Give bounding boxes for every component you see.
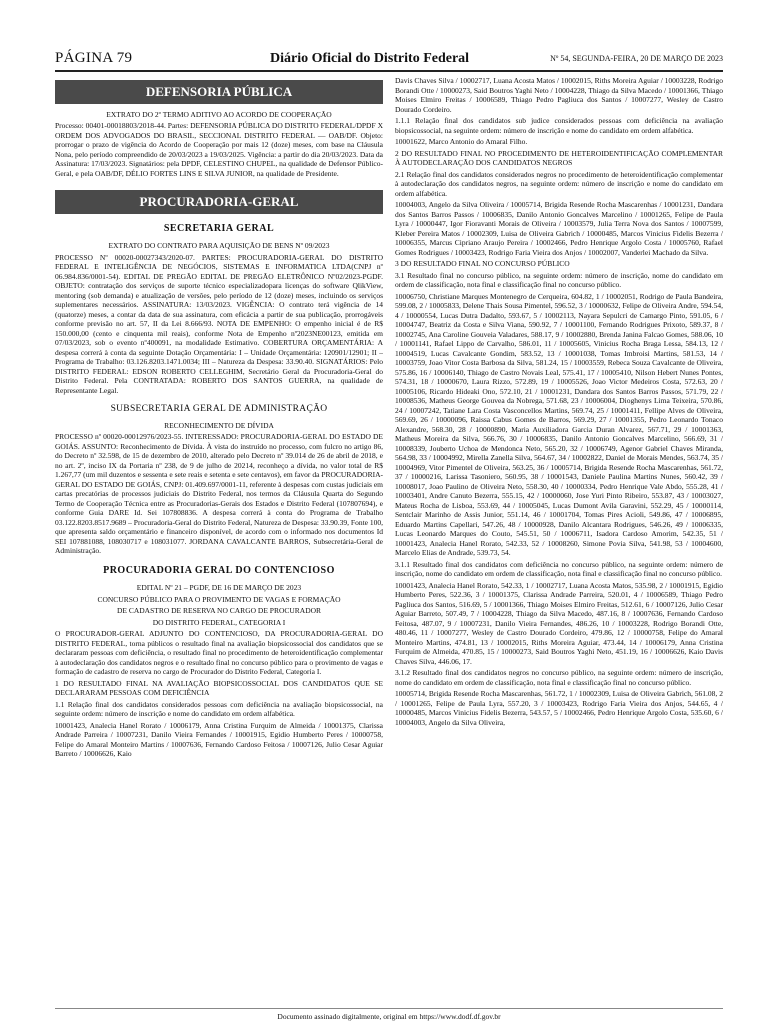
item11-text: 1.1 Relação final dos candidatos considerados pessoas com deficiência na avaliação biopsicossocial, na seguinte ordem: número de inscrição e nome do candidato em ordem alfabética.: [55, 699, 383, 718]
section-banner-procuradoria: PROCURADORIA-GERAL: [55, 190, 383, 214]
paragraph: 3.1.2 Resultado final dos candidatos negros no concurso público, na seguinte ordem: número de inscrição, nome do candidato em ordem de classificação, nota final e classificação final no concurso público.: [395, 668, 723, 687]
section-heading: 3 DO RESULTADO FINAL NO CONCURSO PÚBLICO: [395, 259, 570, 268]
edital-line: DO DISTRITO FEDERAL, CATEGORIA I: [152, 617, 286, 627]
issue-date: Nº 54, SEGUNDA-FEIRA, 20 DE MARÇO DE 2023: [550, 54, 723, 63]
edital-line: EDITAL Nº 21 – PGDF, DE 16 DE MARÇO DE 2023: [136, 583, 302, 592]
publication-title: Diário Oficial do Distrito Federal: [270, 51, 470, 66]
results-list: 10006750, Christiane Marques Montenegro de Cerqueira, 604.82, 1 / 10002051, Rodrigo de Paula Bandeira, 599.08, 2 / 10005833, Delene Thais Sousa Pimentel, 596.52, 3 / 10000632, Felipe de Oliveira Andre, 594.54, 4 / 10000554, Lucas Dutra Dadalto, 593.67, 5 / 10002113, Nayara Sepulcri de Camargo Pinto, 591.05, 6 / 10004747, Beatriz da Costa e Silva Viana, 590.92, 7 / 10001100, Fernando Rodrigues Prixoto, 589.37, 8 / 10002745, Ana Caroline Gouveia Valadares, 588.17, 9 / 10002880, Brenda Janina Falcao Gomes, 588.06, 10 / 10001141, Rafael Lippo de Carvalho, 586.01, 11 / 10005605, Vinicius Rocha Braga Lessa, 584.13, 12 / 10004519, Lucas Cavalcante Gondim, 583.52, 13 / 10001038, Tomas Imbroisi Martins, 581.53, 14 / 10003759, Joao Vitor Costa Barbosa da Silva, 581.24, 15 / 10003559, Rebeca Souza Cavalcante de Oliveira, 575.86, 16 / 10006140, Thiago de Castro Novais Leal, 575.41, 17 / 10005410, Nilson Hebert Nunes Pontes, 574.31, 18 / 10000670, Laura Rizzo, 572.89, 19 / 10005526, Joao Victor Medeiros Costa, 572.63, 20 / 10005106, Ricardo Hideaki Ono, 572.10, 21 / 10001231, Dandara dos Santos Barros Passos, 571.79, 22 / 10008536, Matheus George Gouvea da Nobrega, 571.68, 23 / 10006004, Dioghenys Lima Teixeira, 570.86, 24 / 10007242, Tatiane Lara Costa Vasconcellos Martins, 569.74, 25 / 10001411, Fellipe Alves de Oliveira, 569.69, 26 / 10000096, Raissa Cabus Gomes de Barros, 569.29, 27 / 10001355, Pedro Leonardo Tonaco Alexandre, 568.30, 28 / 10000890, Maria Auxiliadora Garcia Duran Alvarez, 567.71, 29 / 10001363, Matheus Moreira da Silva, 566.76, 30 / 10006835, Danilo Antonio Goncalves Marcelino, 566.69, 31 / 10008339, Jouberto Uchoa de Mendonca Neto, 565.20, 32 / 10006749, Agenor Gabriel Chaves Miranda, 564.98, 33 / 10004992, Mirella Zanella Silva, 564.67, 34 / 10002822, Daniel de Morais Mendes, 563.74, 35 / 10004969, Vitor Pimentel de Oliveira, 563.25, 36 / 10005714, Brigida Resende Rocha Mascarenhas, 561.72, 37 / 10000216, Larissa Tasoniero, 560.95, 38 / 10001543, Daniele Paulina Martins Nunes, 560.42, 39 / 10008017, Joao Paulino de Oliveira Neto, 558.30, 40 / 10000334, Pedro Henrique Vale Abdo, 555.28, 41 / 10003401, Andre Canuto Bezerra, 555.15, 42 / 10000060, Jose Yuri Pinto Ribeiro, 553.87, 43 / 10003027, Mateus Rocha de Lisboa, 553.69, 44 / 10005045, Lucas Dumont Avila Garavini, 552.29, 45 / 10000114, Sentclair Marinho de Assis Junior, 551.14, 46 / 10001704, Tomas Pires Acioli, 549.86, 47 / 10006895, Eduardo Martins Capellari, 547.26, 48 / 10000928, Danilo Alcantara Rodrigues, 546.26, 49 / 10006335, Lucas Leonardo Marques do Couto, 545.51, 50 / 10006711, Isadora Cardoso Amorim, 542.35, 51 / 10001423, Analecia Hanel Rorato, 542.33, 52 / 10008260, Simone Povia Silva, 541.98, 53 / 10004600, Marcelo Elias de Andrade, 539.73, 54.: [395, 291, 723, 557]
footer-text: Documento assinado digitalmente, original em https://www.dodf.df.gov.br: [277, 1012, 501, 1021]
edital-body: O PROCURADOR-GERAL ADJUNTO DO CONTENCIOSO, DA PROCURADORIA-GERAL DO DISTRITO FEDERAL, torna públicos o resultado final na avaliação biopsicossocial dos candidatos que se declararam pessoas com deficiência, o resultado final no procedimento de heteroidentificação complementar à autodeclaração dos candidatos negros e o resultado final no concurso público para o provimento de vagas e formação de cadastro de reserva no cargo de Procurador do Distrito Federal, Categoria I.: [55, 629, 383, 676]
page-header: [55, 50, 723, 72]
content-columns: [55, 76, 723, 1021]
section-heading: 2 DO RESULTADO FINAL NO PROCEDIMENTO DE HETEROIDENTIFICAÇÃO COMPLEMENTAR À AUTODECLARAÇÃO DOS CANDIDATOS NEGROS: [395, 148, 723, 167]
paragraph: 3.1.1 Resultado final dos candidatos com deficiência no concurso público, na seguinte ordem: número de inscrição, nome do candidato em ordem de classificação, nota final e classificação final no concurso público.: [395, 559, 723, 578]
paragraph: 1.1.1 Relação final dos candidatos sub judice considerados pessoas com deficiência na avaliação biopsicossocial, na seguinte ordem: número de inscrição e nome do candidato em ordem alfabética.: [395, 116, 723, 135]
subsecretaria-title: SUBSECRETARIA GERAL DE ADMINISTRAÇÃO: [110, 404, 328, 414]
left-column: [55, 76, 383, 1021]
reconhecimento-title: RECONHECIMENTO DE DÍVIDA: [164, 420, 274, 430]
edital-line: CONCURSO PÚBLICO PARA O PROVIMENTO DE VAGAS E FORMAÇÃO: [97, 594, 341, 604]
results-list: 10005714, Brigida Resende Rocha Mascarenhas, 561.72, 1 / 10002309, Luisa de Oliveira Gabrich, 561.08, 2 / 10001265, Felipe de Paula Lyra, 557.20, 3 / 10003423, Rodrigo Faria Vieira dos Anjos, 544.65, 4 / 10000485, Marcos Vinicius Fidelis Bezerra, 543.57, 5 / 10002466, Pedro Henrique Argolo Costa, 535.60, 6 / 10004003, Angelo da Silva Oliveira,: [395, 689, 723, 727]
secretaria-title: SECRETARIA GERAL: [163, 222, 275, 234]
defensoria-extrato-body: Processo: 00401-00018803/2018-44. Partes: DEFENSORIA PÚBLICA DO DISTRITO FEDERAL/DPDF X ORDEM DOS ADVOGADOS DO BRASIL, SECCIONAL DISTRITO FEDERAL — OAB/DF. Objeto: prorrogar o prazo de vigência do Acordo de Cooperação por mais 12 (doze) meses, com base na Cláusula Nona, pelo período compreendido de 20/03/2023 a 19/03/2025. Vigência: a partir do dia 20/03/2023. Data da Assinatura: 17/03/2023. Signatários: pela DPDF, CELESTINO CHUPEL, na qualidade de Defensor Público-Geral, e pela OAB/DF, DÉLIO FORTES LINS E SILVA JUNIOR, na qualidade de Presidente.: [55, 121, 383, 178]
edital-line: DE CADASTRO DE RESERVA NO CARGO DE PROCURADOR: [116, 606, 322, 615]
contrato-extrato-title: EXTRATO DO CONTRATO PARA AQUISIÇÃO DE BENS Nº 09/2023: [108, 241, 330, 250]
paragraph: 2.1 Relação final dos candidatos considerados negros no procedimento de heteroidentificação complementar à autodeclaração dos candidatos negros, na seguinte ordem: número de inscrição e nome do candidato em ordem alfabética.: [395, 169, 723, 198]
section-banner-defensoria: DEFENSORIA PÚBLICA: [55, 80, 383, 104]
right-column: [395, 76, 723, 1021]
page-number: PÁGINA 79: [55, 50, 133, 66]
paragraph: 10001622, Marco Antonio do Amaral Filho.: [395, 137, 528, 146]
newspaper-page: [55, 50, 723, 1021]
contrato-extrato-body: PROCESSO Nº 00020-00027343/2020-07. PARTES: PROCURADORIA-GERAL DO DISTRITO FEDERAL E INTELIGÊNCIA DE NEGÓCIOS, SISTEMAS E INFORMATICA LTDA(CNPJ nº 06.984.836/0001-54). EDITAL DE PREGÃO EDITAL DE PREGÃO ELETRÔNICO Nº02/2023-PGDF. OBJETO: contratação dos serviços de suporte técnico especializadopara licenças do software QlikView, mentoring (sob demanda) e atualização de versões, pelo período de 12 (doze) meses, incluindo os serviços suplementares necessários. ASSINATURA: 13/03/2023. VIGÊNCIA: O contrato terá vigência de 14 (quatorze) meses, a contar da data de sua assinatura, com eficácia a partir de sua publicação, prorrogáveis conforme previsão no art. 57, II da Lei 8.666/93. NOTA DE EMPENHO: O empenho inicial é de R$ 150.000,00 (cento e cinquenta mil reais), conforme Nota de Empenho nº2023NE00123, emitida em 07/03/2023, sob o evento nº400091, na modalidade Estimativo. COBERTURA ORÇAMENTÁRIA: A despesa correrá à conta da seguinte Dotação Orçamentária: I – Unidade Orçamentária: 120901/12901; II – Programa de Trabalho: 03.126.8203.1471.0034; III – Natureza da Despesa: 33.90.40. SIGNATÁRIOS: Pelo DISTRITO FEDERAL: EDSON ROBERTO CELLEGHIM, Secretário Geral da Procuradoria-Geral do Distrito Federal. Pela CONTRATADA: ROBERTO DOS SANTOS GUERRA, na qualidade de Representante Legal.: [55, 252, 383, 395]
paragraph: 3.1 Resultado final no concurso público, na seguinte ordem: número de inscrição, nome do candidato em ordem de classificação, nota final e classificação final no concurso público.: [395, 270, 723, 289]
paragraph: 10004003, Angelo da Silva Oliveira / 10005714, Brigida Resende Rocha Mascarenhas / 10001231, Dandara dos Santos Barros Passos / 10006835, Danilo Antonio Goncalves Marcelino / 10001265, Felipe de Paula Lyra / 10000447, Igor Fioravanti Morais de Oliveira / 10003579, Julia Terra Nova dos Santos / 10007599, Kleber Pereira Matos / 10002309, Luisa de Oliveira Gabrich / 10000485, Marcos Vinicius Fidelis Bezerra / 10006355, Marcus Cipriano Araujo Pereira / 10002466, Pedro Henrique Argolo Costa / 10005760, Rafael Gomes Rodrigues / 10003423, Rodrigo Faria Vieira dos Anjos / 10002007, Vanderlei Machado da Silva.: [395, 200, 723, 257]
results-list: 10001423, Analecia Hanel Rorato, 542.33, 1 / 10002717, Luana Acosta Matos, 535.98, 2 / 10001915, Egidio Humberto Peres, 522.36, 3 / 10001375, Clarissa Andrade Parreira, 520.01, 4 / 10006589, Thiago Pedro Pagliuca dos Santos, 516.69, 5 / 10001366, Thiago Moises Elmiro Freitas, 512.61, 6 / 10007126, Julio Cesar Aguiar Barreto, 507.49, 7 / 10004228, Thiago da Silva Macedo, 487.16, 8 / 10007636, Fernando Cardoso Feitosa, 487.07, 9 / 10007231, Danilo Vieira Fernandes, 486.26, 10 / 10003228, Rodrigo Borandi Otte, 480.46, 11 / 10007277, Wesley de Castro Dourado Cordeiro, 479.86, 12 / 10000758, Felipe do Amaral Monteiro Martins, 474.81, 13 / 10002015, Riths Moreira Aguiar, 473.44, 14 / 10006179, Anna Cristina Furquim de Almeida, 470.85, 15 / 10000273, Said Boutros Yaghi Neto, 451.19, 16 / 10006626, Kaio Davis Chaves Silva, 446.06, 17.: [395, 580, 723, 666]
paragraph: Davis Chaves Silva / 10002717, Luana Acosta Matos / 10002015, Riths Moreira Aguiar / 10003228, Rodrigo Borandi Otte / 10000273, Said Boutros Yaghi Neto / 10004228, Thiago da Silva Macedo / 10001366, Thiago Moises Elmiro Freitas / 10006589, Thiago Pedro Pagliuca dos Santos / 10007277, Wesley de Castro Dourado Cordeiro.: [395, 76, 723, 114]
reconhecimento-body: PROCESSO nº 00020-00012976/2023-55. INTERESSADO: PROCURADORIA-GERAL DO ESTADO DE GOIÁS. ASSUNTO: Reconhecimento de Dívida. À vista do instruído no processo, com fulcro no artigo 86, do Decreto nº 32.598, de 15 de dezembro de 2010, alterado pelo Decreto nº 39.014 de 26 de abril de 2018, e no art. 2º, inciso IX da Portaria nº 238, de 9 de julho de 20214, reconheço a dívida, no valor total de R$ 1.267,77 (um mil duzentos e sessenta e sete reais e setenta e sete centavos), em favor da PROCURADORIA-GERAL DO ESTADO DE GOIÁS, CNPJ: 01.409.697/0001-11, referente à despesas com custas judiciais em cartas precatórias de processos judiciais do Distrito Federal, nos termos da Cláusula Quarta do Segundo Termo de Cooperação Técnica entre as Procuradorias-Gerais dos Estados e Distrito Federal (107807694), e conforme Guia DARE Id. Sei 107808836. A despesa correrá à conta do Programa de Trabalho 03.122.8203.8517.9689 – Procuradoria-Geral do Distrito Federal, Natureza de Despesa: 33.90.39, Fonte 100, que apresenta saldo orçamentário e financeiro disponível, de acordo com o informado nos documentos Id SEI 107881088, 108030717 e 108031077. JORDANA CAVALCANTE BARROS, Subsecretária-Geral de Administração.: [55, 432, 383, 555]
item11-list: 10001423, Analecia Hanel Rorato / 10006179, Anna Cristina Furquim de Almeida / 10001375, Clarissa Andrade Parreira / 10007231, Danilo Vieira Fernandes / 10001915, Egidio Humberto Peres / 10000758, Felipe do Amaral Monteiro Martins / 10007636, Fernando Cardoso Feitosa / 10007126, Julio Cesar Aguiar Barreto / 10006626, Kaio: [55, 720, 383, 758]
defensoria-extrato-title: EXTRATO DO 2º TERMO ADITIVO AO ACORDO DE COOPERAÇÃO: [106, 109, 332, 119]
page-footer: [55, 1008, 723, 1021]
contencioso-title: PROCURADORIA GERAL DO CONTENCIOSO: [103, 564, 335, 576]
item1-title: 1 DO RESULTADO FINAL NA AVALIAÇÃO BIOPSICOSSOCIAL DOS CANDIDATOS QUE SE DECLARARAM PESSOAS COM DEFICIÊNCIA: [55, 678, 383, 697]
